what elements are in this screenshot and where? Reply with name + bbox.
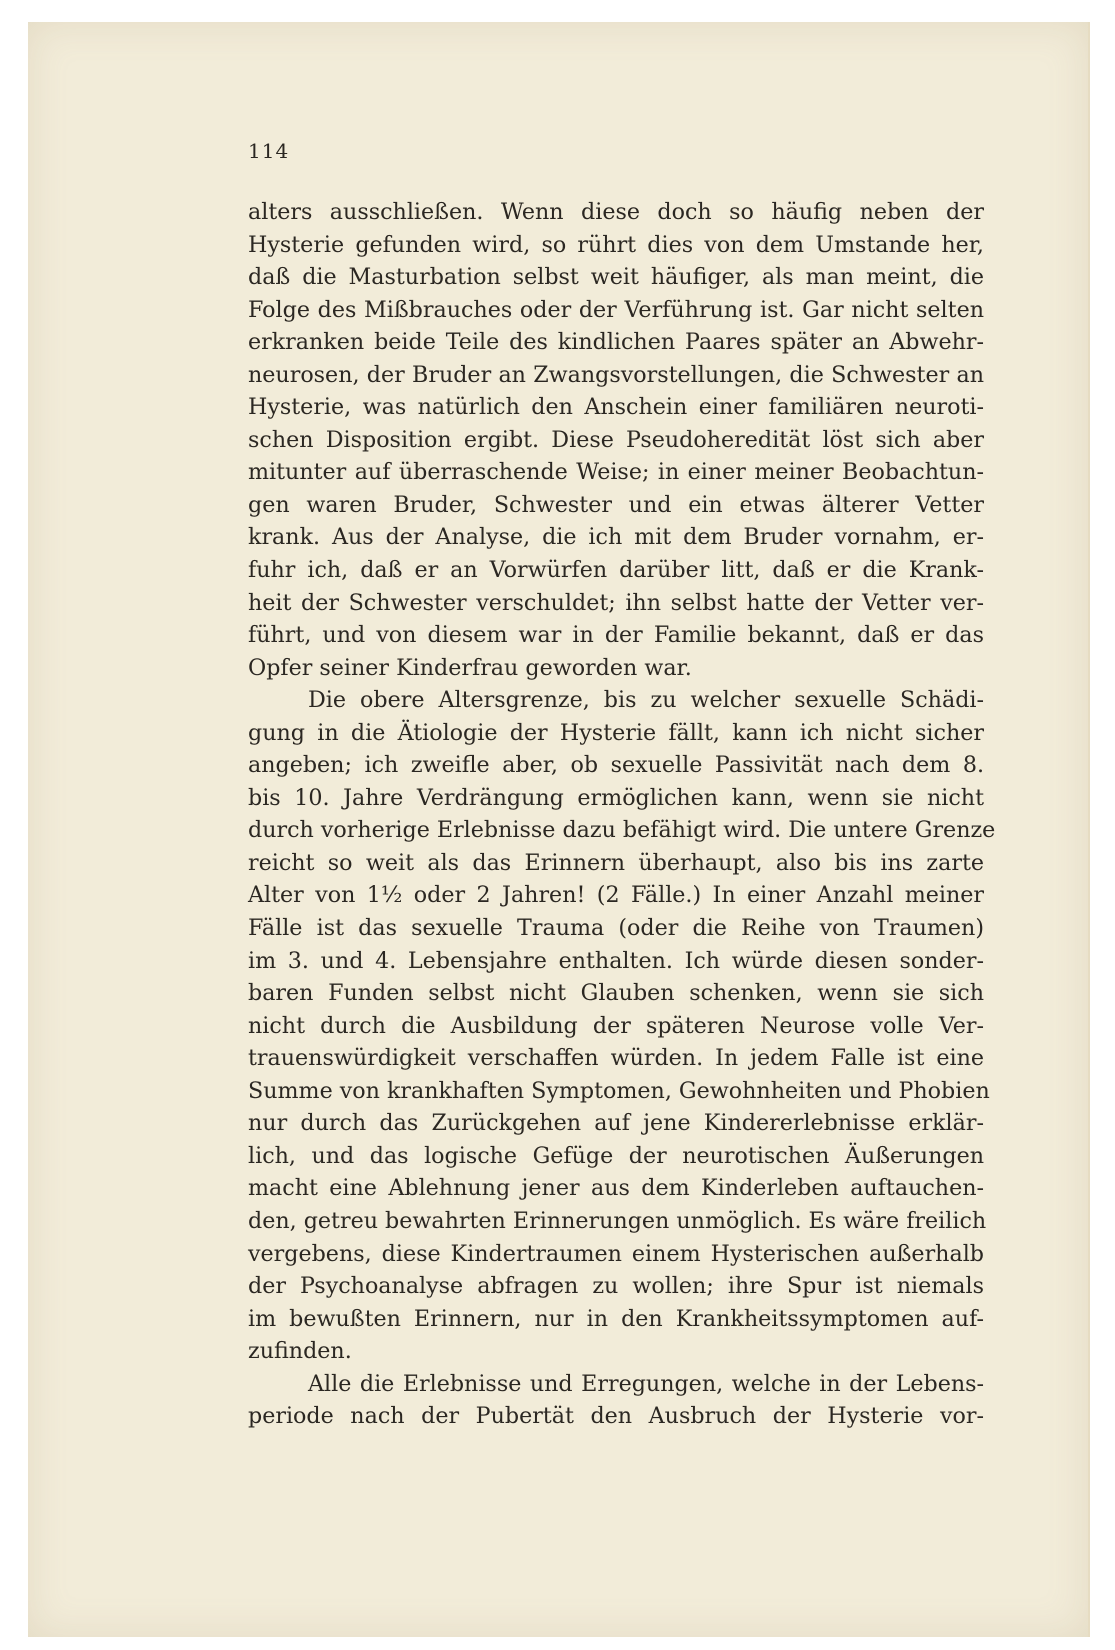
text-line: Die obere Altersgrenze, bis zu welcher sexuelle Schädi-	[308, 687, 984, 714]
text-line: durch vorherige Erlebnisse dazu befähigt wird. Die untere Grenze	[248, 817, 996, 844]
text-line: Alle die Erlebnisse und Erregungen, welche in der Lebens-	[308, 1370, 984, 1397]
text-line: im bewußten Erinnern, nur in den Krankheitssymptomen auf-	[248, 1305, 984, 1332]
text-line: Opfer seiner Kinderfrau geworden war.	[248, 654, 692, 681]
text-line: krank. Aus der Analyse, die ich mit dem Bruder vornahm, er-	[248, 524, 984, 551]
text-line: nur durch das Zurückgehen auf jene Kindererlebnisse erklär-	[248, 1110, 984, 1137]
text-line: den, getreu bewahrten Erinnerungen unmöglich. Es wäre freilich	[248, 1207, 987, 1234]
text-line: Folge des Mißbrauches oder der Verführung ist. Gar nicht selten	[248, 296, 984, 323]
text-line: macht eine Ablehnung jener aus dem Kinderleben auftauchen-	[248, 1175, 984, 1202]
text-line: mitunter auf überraschende Weise; in einer meiner Beobachtun-	[248, 459, 984, 486]
body-text	[248, 196, 996, 1433]
text-line: heit der Schwester verschuldet; ihn selbst hatte der Vetter ver-	[248, 589, 984, 616]
text-line: fuhr ich, daß er an Vorwürfen darüber litt, daß er die Krank-	[248, 557, 984, 584]
text-line: Alter von 1½ oder 2 Jahren! (2 Fälle.) In einer Anzahl meiner	[248, 882, 984, 909]
text-line: der Psychoanalyse abfragen zu wollen; ihre Spur ist niemals	[248, 1273, 984, 1300]
text-line: zufinden.	[248, 1338, 352, 1365]
text-line: alters ausschließen. Wenn diese doch so häufig neben der	[248, 199, 984, 225]
text-line: bis 10. Jahre Verdrängung ermöglichen kann, wenn sie nicht	[248, 784, 984, 811]
text-line: Fälle ist das sexuelle Trauma (oder die Reihe von Traumen)	[248, 915, 984, 942]
text-line: schen Disposition ergibt. Diese Pseudoheredität löst sich aber	[248, 426, 984, 453]
text-line: lich, und das logische Gefüge der neurotischen Äußerungen	[248, 1142, 984, 1169]
text-line: gung in die Ätiologie der Hysterie fällt, kann ich nicht sicher	[248, 719, 984, 746]
text-line: Hysterie gefunden wird, so rührt dies von dem Umstande her,	[248, 231, 984, 258]
text-line: baren Funden selbst nicht Glauben schenken, wenn sie sich	[248, 980, 984, 1007]
text-line: reicht so weit als das Erinnern überhaupt, also bis ins zarte	[248, 849, 984, 876]
text-line: im 3. und 4. Lebensjahre enthalten. Ich würde diesen sonder-	[248, 947, 984, 974]
text-line: trauenswürdigkeit verschaffen würden. In jedem Falle ist eine	[248, 1045, 984, 1072]
text-line: daß die Masturbation selbst weit häufiger, als man meint, die	[248, 264, 984, 291]
text-line: periode nach der Pubertät den Ausbruch der Hysterie vor-	[248, 1403, 984, 1430]
text-line: Summe von krankhaften Symptomen, Gewohnheiten und Phobien	[248, 1077, 990, 1104]
text-line: angeben; ich zweifle aber, ob sexuelle Passivität nach dem 8.	[248, 752, 984, 779]
text-line: Hysterie, was natürlich den Anschein einer familiären neuroti-	[248, 394, 984, 421]
text-line: nicht durch die Ausbildung der späteren Neurose volle Ver-	[248, 1012, 984, 1039]
text-line: erkranken beide Teile des kindlichen Paares später an Abwehr-	[248, 329, 984, 356]
page-number: 114	[248, 139, 290, 163]
text-line: neurosen, der Bruder an Zwangsvorstellungen, die Schwester an	[248, 361, 984, 388]
text-line: gen waren Bruder, Schwester und ein etwas älterer Vetter	[248, 491, 984, 518]
text-line: vergebens, diese Kindertraumen einem Hysterischen außerhalb	[248, 1240, 984, 1267]
text-line: führt, und von diesem war in der Familie bekannt, daß er das	[248, 622, 984, 649]
